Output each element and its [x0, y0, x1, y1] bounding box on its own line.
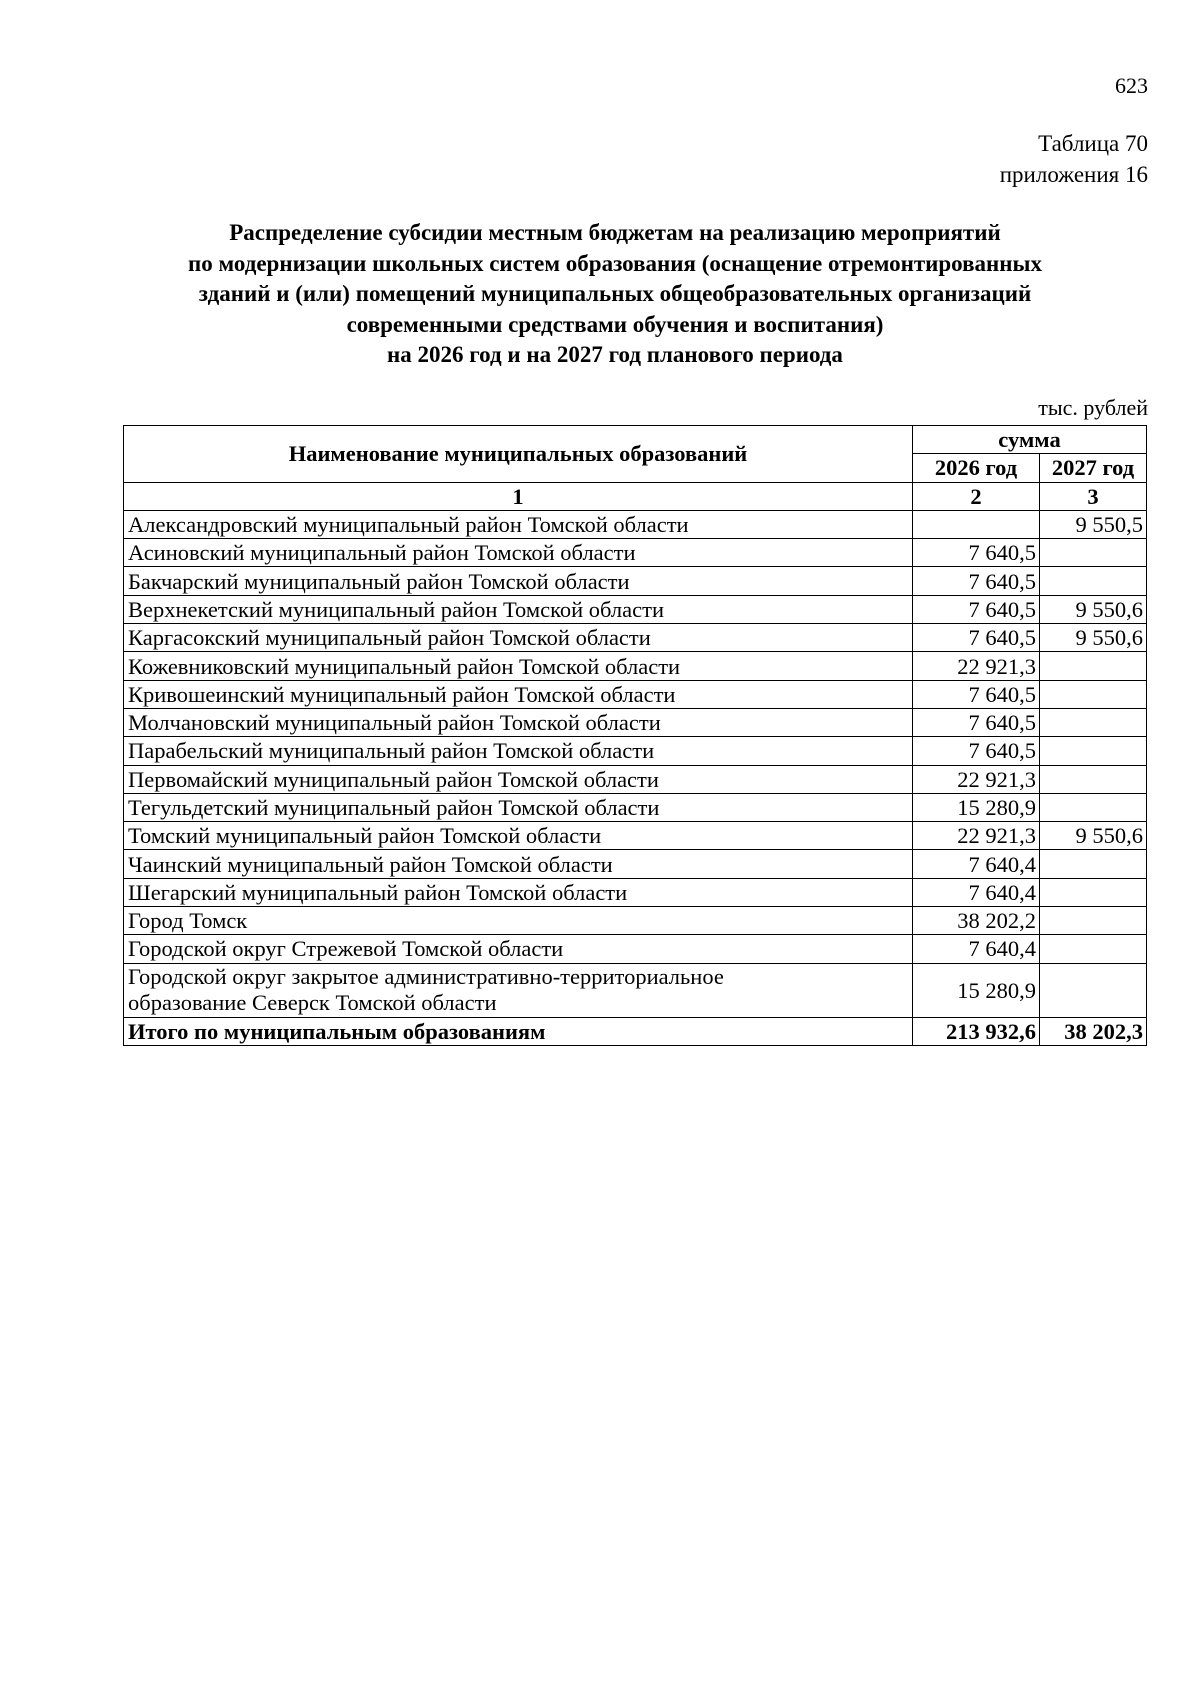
amount-2027: [1040, 652, 1147, 680]
municipality-name: Кожевниковский муниципальный район Томской области: [124, 652, 913, 680]
title-line: на 2026 год и на 2027 год планового периода: [387, 342, 843, 367]
municipality-name: Верхнекетский муниципальный район Томской области: [124, 595, 913, 623]
document-title: [100, 218, 1130, 371]
appendix-reference-line: приложения 16: [999, 162, 1148, 187]
amount-2027: 9 550,6: [1040, 822, 1147, 850]
amount-2026: 7 640,5: [913, 567, 1040, 595]
table-row: [124, 708, 1147, 736]
amount-2026: 22 921,3: [913, 822, 1040, 850]
amount-2026: 7 640,4: [913, 850, 1040, 878]
amount-2027: [1040, 567, 1147, 595]
municipality-name: Молчановский муниципальный район Томской области: [124, 708, 913, 736]
municipality-name-line: Городской округ закрытое административно-территориальное: [128, 963, 724, 989]
municipality-name: Кривошеинский муниципальный район Томской области: [124, 680, 913, 708]
total-label: Итого по муниципальным образованиям: [124, 1017, 913, 1045]
amount-2026: 22 921,3: [913, 652, 1040, 680]
title-line: по модернизации школьных систем образования (оснащение отремонтированных: [188, 250, 1042, 276]
table-row: [124, 765, 1147, 793]
title-line: зданий и (или) помещений муниципальных общеобразовательных организаций: [198, 281, 1032, 306]
header-name: Наименование муниципальных образований: [124, 426, 913, 483]
amount-2026: 7 640,5: [913, 708, 1040, 736]
units-label: тыс. рублей: [1038, 395, 1148, 420]
amount-2027: [1040, 708, 1147, 736]
municipality-name: Тегульдетский муниципальный район Томской области: [124, 793, 913, 821]
column-index: 1: [124, 482, 913, 510]
table-reference: [1000, 128, 1148, 190]
amount-2027: [1040, 935, 1147, 963]
amount-2026: [913, 510, 1040, 538]
amount-2026: 7 640,5: [913, 737, 1040, 765]
municipality-name-line: образование Северск Томской области: [128, 990, 497, 1016]
amount-2027: [1040, 737, 1147, 765]
municipality-name: [124, 963, 913, 1017]
table-row: [124, 567, 1147, 595]
table-row: [124, 822, 1147, 850]
amount-2027: [1040, 680, 1147, 708]
header-2027: 2027 год: [1040, 454, 1147, 482]
header-sum: сумма: [913, 426, 1147, 454]
table-row: [124, 907, 1147, 935]
table-row: [124, 963, 1147, 1017]
table-row: [124, 878, 1147, 906]
table-row: [124, 793, 1147, 821]
amount-2027: [1040, 907, 1147, 935]
municipality-name: Городской округ Стрежевой Томской области: [124, 935, 913, 963]
amount-2027: [1040, 793, 1147, 821]
amount-2027: [1040, 878, 1147, 906]
table-row: [124, 680, 1147, 708]
municipality-name: Шегарский муниципальный район Томской области: [124, 878, 913, 906]
column-index-row: [124, 482, 1147, 510]
amount-2027: [1040, 963, 1147, 1017]
subsidy-table: [123, 425, 1147, 1046]
municipality-name: Бакчарский муниципальный район Томской области: [124, 567, 913, 595]
title-line: современными средствами обучения и воспитания): [346, 311, 884, 337]
amount-2026: 38 202,2: [913, 907, 1040, 935]
municipality-name: Парабельский муниципальный район Томской области: [124, 737, 913, 765]
table-row: [124, 652, 1147, 680]
amount-2026: 7 640,5: [913, 680, 1040, 708]
total-row: [124, 1017, 1147, 1045]
table-row: [124, 510, 1147, 538]
total-2027: 38 202,3: [1040, 1017, 1147, 1045]
municipality-name: Александровский муниципальный район Томской области: [124, 510, 913, 538]
total-2026: 213 932,6: [913, 1017, 1040, 1045]
amount-2026: 7 640,4: [913, 878, 1040, 906]
municipality-name: Первомайский муниципальный район Томской области: [124, 765, 913, 793]
header-row: [124, 426, 1147, 454]
table-row: [124, 624, 1147, 652]
column-index: 2: [913, 482, 1040, 510]
table-row: [124, 595, 1147, 623]
municipality-name: Город Томск: [124, 907, 913, 935]
table-row: [124, 935, 1147, 963]
amount-2027: 9 550,6: [1040, 624, 1147, 652]
municipality-name: Томский муниципальный район Томской области: [124, 822, 913, 850]
column-index: 3: [1040, 482, 1147, 510]
amount-2026: 15 280,9: [913, 963, 1040, 1017]
amount-2026: 7 640,5: [913, 595, 1040, 623]
amount-2026: 7 640,5: [913, 624, 1040, 652]
amount-2026: 7 640,5: [913, 539, 1040, 567]
amount-2027: 9 550,6: [1040, 595, 1147, 623]
amount-2026: 22 921,3: [913, 765, 1040, 793]
municipality-name: Асиновский муниципальный район Томской области: [124, 539, 913, 567]
table-reference-line: Таблица 70: [1038, 131, 1148, 156]
amount-2027: [1040, 539, 1147, 567]
amount-2026: 7 640,4: [913, 935, 1040, 963]
amount-2027: 9 550,5: [1040, 510, 1147, 538]
municipality-name: Чаинский муниципальный район Томской области: [124, 850, 913, 878]
amount-2027: [1040, 850, 1147, 878]
municipality-name: Каргасокский муниципальный район Томской области: [124, 624, 913, 652]
table-row: [124, 850, 1147, 878]
title-line: Распределение субсидии местным бюджетам на реализацию мероприятий: [229, 220, 1001, 245]
table-row: [124, 539, 1147, 567]
header-2026: 2026 год: [913, 454, 1040, 482]
table-row: [124, 737, 1147, 765]
page-number: 623: [1115, 73, 1148, 98]
amount-2026: 15 280,9: [913, 793, 1040, 821]
amount-2027: [1040, 765, 1147, 793]
